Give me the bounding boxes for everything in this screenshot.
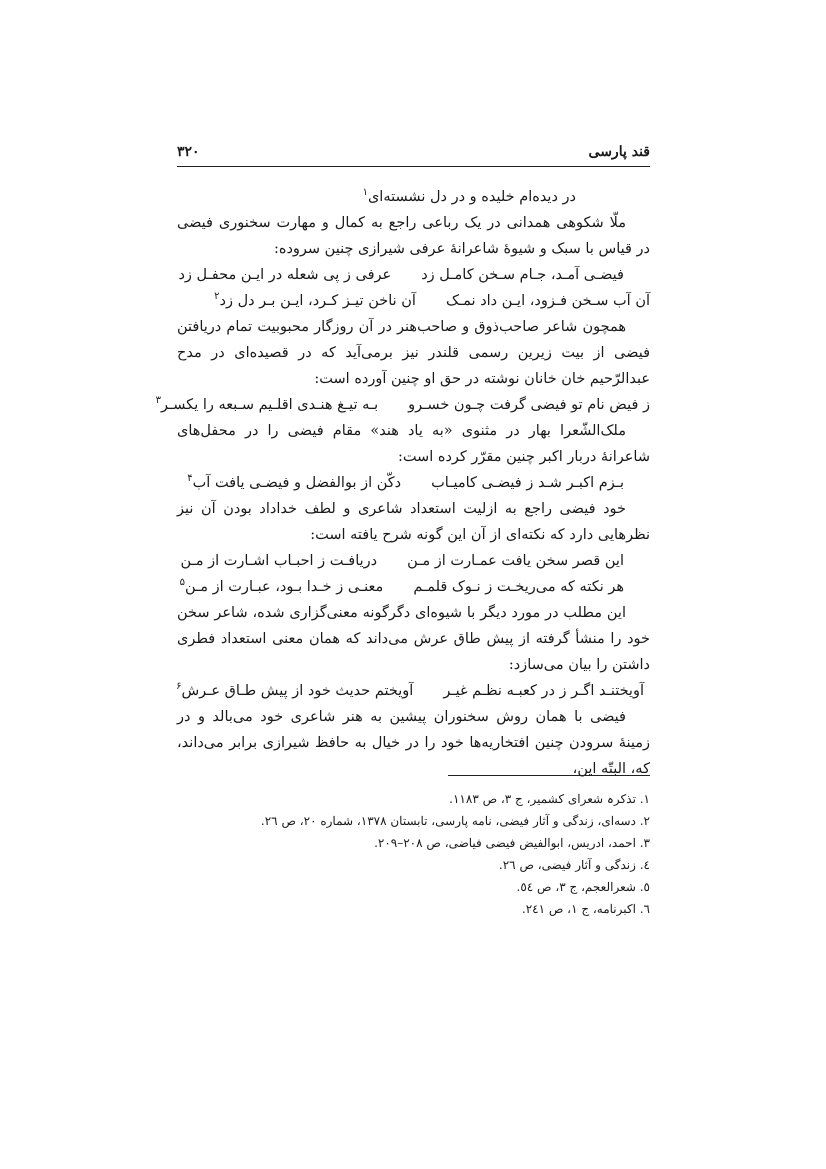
hemistich: آن آب سـخن فـزود، ایـن داد نمـک <box>445 293 650 309</box>
main-text <box>155 184 650 782</box>
hemistich: آویختم حدیث خود از پیش طـاق عـرش <box>181 683 414 699</box>
hemistich: دریافـت ز احبـاب اشـارت از مـن <box>180 553 378 569</box>
hemistich: این قصر سخن یافت عمـارت از مـن <box>407 553 624 569</box>
footnote-ref: ۱ <box>362 187 368 199</box>
verse-line <box>177 574 650 600</box>
verse-line <box>177 678 650 704</box>
paragraph: ملک‌الشّعرا بهار در مثنوی «به یاد هند» مقام فیضی را در محفل‌های شاعرانهٔ دربار اکبر چنین مقرّر کرده است: <box>177 423 650 465</box>
running-title: قند پارسی <box>588 144 650 160</box>
hemistich: معنـی ز خـدا بـود، عبـارت از مـن <box>184 579 384 595</box>
footnote: ٦. اکبرنامه، ج ١، ص ٢٤١. <box>521 902 650 916</box>
hemistich: بـزم اکبـر شـد ز فیضـی کامیـاب <box>431 475 624 491</box>
paragraph: ملّا شکوهی همدانی در یک رباعی راجع به کمال و مهارت سخنوری فیضی در قیاس با سبک و شیوهٔ شاعرانهٔ عرفی شیرازی چنین سروده: <box>177 215 650 257</box>
footnote-ref: ۳ <box>155 395 161 407</box>
hemistich: عرفی ز پی شعله در ایـن محفـل زد <box>178 267 392 283</box>
verse-line <box>177 548 650 574</box>
page-header <box>177 142 650 167</box>
footnote: ٢. دسه‌ای، زندگی و آثار فیضی، نامه پارسی، تابستان ١٣٧٨، شماره ٢٠، ص ٢٦. <box>260 814 650 828</box>
verse-line <box>177 262 650 288</box>
hemistich: ز فیض نام تو فیضی گرفت چـون خسـرو <box>408 397 650 413</box>
paragraph: فیضی با همان روش سخنوران پیشین به هنر شاعری خود می‌بالد و در زمینهٔ سرودن چنین افتخاریه‌ها خود را در خیال به حافظ شیرازی برابر می‌داند، که، البتّه این، <box>177 709 650 777</box>
hemistich: فیضـی آمـد، جـام سـخن کامـل زد <box>421 267 624 283</box>
paragraph: همچون شاعر صاحب‌ذوق و صاحب‌هنر در آن روزگار محبوبیت تمام دریافتن فیضی از بیت زیرین رسمی قلندر نیز برمی‌آید که در قصیده‌ای در مدح عبدالرّحیم خان خانان نوشته در حق او چنین آورده است: <box>177 319 650 387</box>
footnote-ref: ۶ <box>176 681 182 693</box>
footnote-ref: ۴ <box>187 473 193 485</box>
footnote: ٥. شعرالعجم، ج ٣، ص ٥٤. <box>516 880 650 894</box>
hemistich: هر نکته که می‌ریخـت ز نـوک قلمـم <box>413 579 624 595</box>
page-number: ۳۲۰ <box>177 144 200 160</box>
hemistich: دکّن از بوالفضل و فیضـی یافت آب <box>192 475 402 491</box>
verse-single <box>177 184 650 210</box>
footnote: ١. تذکرہ شعرای کشمیر، ج ٣، ص ١١٨٣. <box>449 792 650 806</box>
footnote-ref: ۲ <box>214 291 220 303</box>
footnote-divider <box>448 775 650 776</box>
verse-text: در دیده‌ام خلیده و در دل نشسته‌ای <box>367 189 576 205</box>
footnote: ٣. احمد، ادریس، ابوالفیض فیضی فیاضی، ص ٢٠٨–٢٠٩. <box>374 836 650 850</box>
footnote: ٤. زندگی و آثار فیضی، ص ٢٦. <box>498 858 650 872</box>
verse-line <box>177 470 650 496</box>
hemistich: آویختنـد اگـر ز در کعبـه نظـم غیـر <box>443 683 644 699</box>
verse-line <box>155 392 650 418</box>
footnotes <box>177 788 650 920</box>
footnote-ref: ۵ <box>179 577 185 589</box>
paragraph: این مطلب در مورد دیگر با شیوه‌ای دگرگونه معنی‌گزاری شده، شاعر سخن خود را منشأ گرفته از پیش طاق عرش می‌داند که همان معنی استعداد فطری داشتن را بیان می‌سازد: <box>177 605 650 673</box>
hemistich: آن ناخن تیـز کـرد، ایـن بـر دل زد <box>219 293 416 309</box>
paragraph: خود فیضی راجع به ازلیت استعداد شاعری و لطف خداداد بودن آن نیز نظرهایی دارد که نکته‌ای از آن این گونه شرح یافته است: <box>177 501 650 543</box>
verse-line <box>177 288 650 314</box>
hemistich: بـه تیـغ هنـدی اقلـیم سـبعه را یکسـر <box>161 397 379 413</box>
